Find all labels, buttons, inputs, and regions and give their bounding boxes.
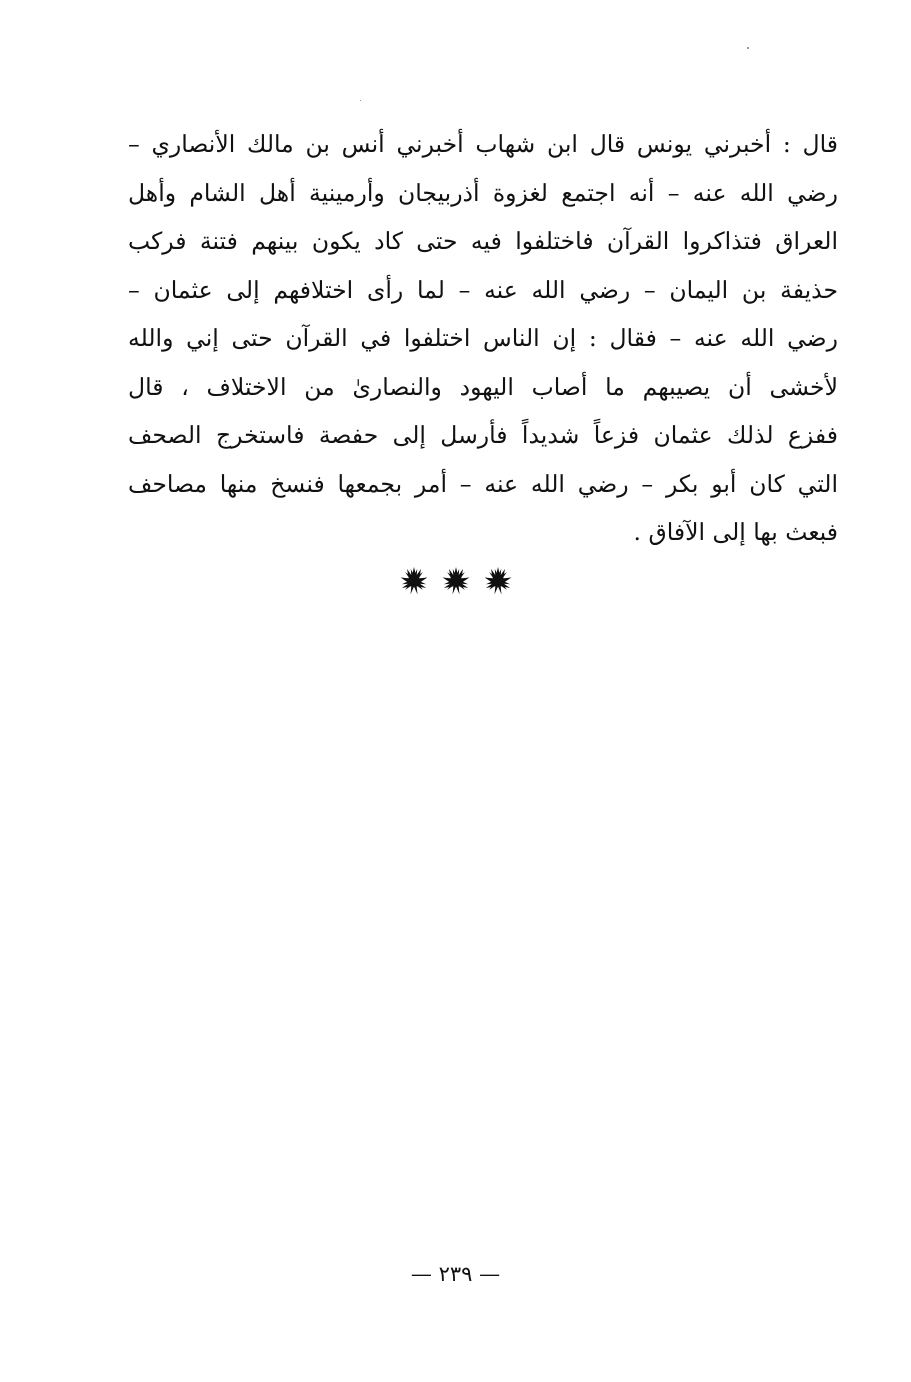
text-line-5: رضي الله عنه – فقال : إن الناس اختلفوا في القرآن حتى إني والله — [128, 324, 838, 352]
text-line-7: ففزع لذلك عثمان فزعاً شديداً فأرسل إلى حفصة فاستخرج الصحف — [128, 421, 838, 449]
text-line-9: فبعث بها إلى الآفاق . — [633, 518, 838, 546]
starburst-icon — [399, 566, 429, 596]
page-speck — [747, 47, 749, 49]
body-paragraph — [128, 120, 838, 557]
text-line-8: التي كان أبو بكر – رضي الله عنه – أمر بجمعها فنسخ منها مصاحف — [128, 469, 838, 498]
text-line-4: حذيفة بن اليمان – رضي الله عنه – لما رأى اختلافهم إلى عثمان – — [128, 275, 838, 304]
text-line-1: قال : أخبرني يونس قال ابن شهاب أخبرني أنس بن مالك الأنصاري – — [128, 130, 838, 158]
starburst-icon — [441, 566, 471, 596]
text-line-6: لأخشى أن يصيبهم ما أصاب اليهود والنصارىٰ من الاختلاف ، قال — [128, 372, 838, 401]
section-divider-ornaments — [0, 566, 911, 600]
text-line-3: العراق فتذاكروا القرآن فاختلفوا فيه حتى كاد يكون بينهم فتنة فركب — [128, 227, 838, 255]
page-number: — ٢٣٩ — — [410, 1262, 501, 1286]
starburst-icon — [483, 566, 513, 596]
page-speck — [360, 100, 361, 101]
text-line-2: رضي الله عنه – أنه اجتمع لغزوة أذربيجان وأرمينية أهل الشام وأهل — [128, 178, 838, 207]
